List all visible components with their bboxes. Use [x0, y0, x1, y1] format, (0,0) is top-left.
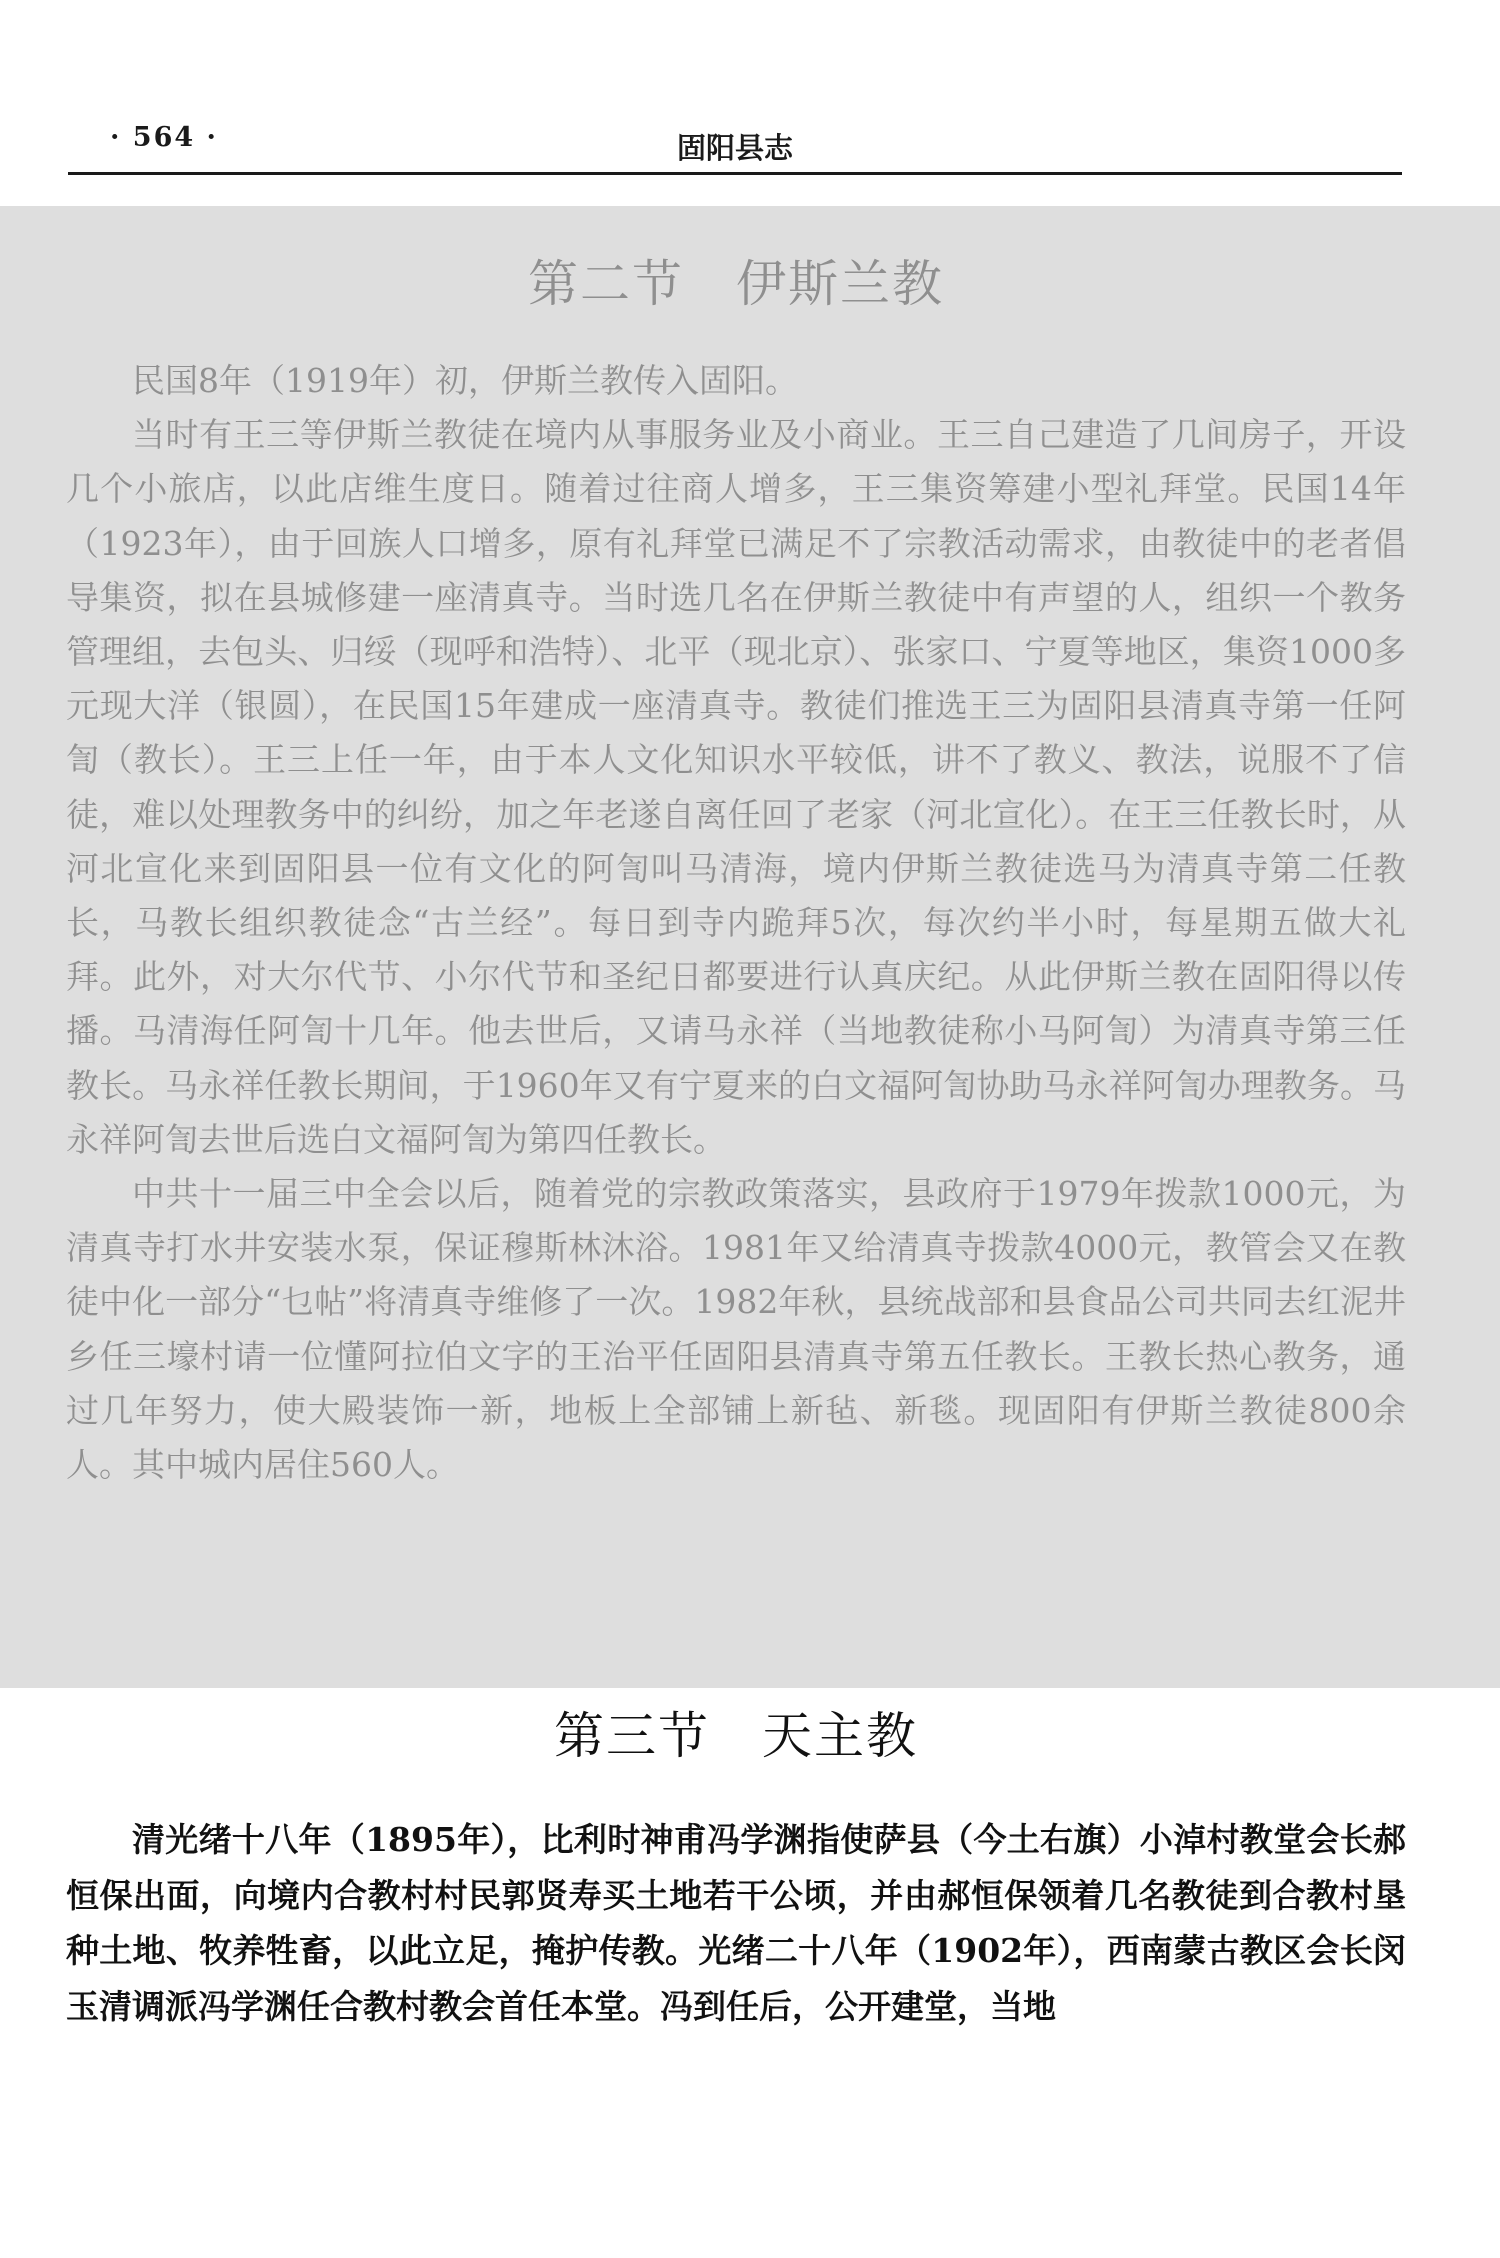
paragraph: 中共十一届三中全会以后，随着党的宗教政策落实，县政府于1979年拨款1000元，为清真寺打水井安装水泵，保证穆斯林沐浴。1981年又给清真寺拨款4000元，教管会又在教徒中化一部分“乜帖”将清真寺维修了一次。1982年秋，县统战部和县食品公司共同去红泥井乡任三壕村请一位懂阿拉伯文字的王治平任固阳县清真寺第五任教长。王教长热心教务，通过几年努力，使大殿装饰一新，地板上全部铺上新毡、新毯。现固阳有伊斯兰教徒800余人。其中城内居住560人。 — [66, 1174, 1406, 1485]
section-catholic — [66, 1696, 1406, 2034]
page-header — [68, 118, 1402, 164]
section-body — [66, 1812, 1406, 2034]
book-title: 固阳县志 — [676, 131, 793, 165]
section-heading: 第三节 天主教 — [554, 1707, 918, 1765]
paragraph: 民国8年（1919年）初，伊斯兰教传入固阳。 — [132, 361, 798, 400]
section-heading: 第二节 伊斯兰教 — [528, 255, 944, 313]
header-rule — [68, 172, 1402, 175]
section-islam — [66, 244, 1406, 1492]
section-body — [66, 354, 1406, 1492]
page-number: · 564 · — [110, 122, 218, 153]
paragraph: 清光绪十八年（1895年），比利时神甫冯学渊指使萨县（今土右旗）小淖村教堂会长郝恒保出面，向境内合教村村民郭贤寿买土地若干公顷，并由郝恒保领着几名教徒到合教村垦种土地、牧养牲畜，以此立足，掩护传教。光绪二十八年（1902年），西南蒙古教区会长闵玉清调派冯学渊任合教村教会首任本堂。冯到任后，公开建堂，当地 — [66, 1820, 1406, 2026]
paragraph: 当时有王三等伊斯兰教徒在境内从事服务业及小商业。王三自己建造了几间房子，开设几个小旅店，以此店维生度日。随着过往商人增多，王三集资筹建小型礼拜堂。民国14年（1923年），由于回族人口增多，原有礼拜堂已满足不了宗教活动需求，由教徒中的老者倡导集资，拟在县城修建一座清真寺。当时选几名在伊斯兰教徒中有声望的人，组织一个教务管理组，去包头、归绥（现呼和浩特）、北平（现北京）、张家口、宁夏等地区，集资1000多元现大洋（银圆），在民国15年建成一座清真寺。教徒们推选王三为固阳县清真寺第一任阿訇（教长）。王三上任一年，由于本人文化知识水平较低，讲不了教义、教法，说服不了信徒，难以处理教务中的纠纷，加之年老遂自离任回了老家（河北宣化）。在王三任教长时，从河北宣化来到固阳县一位有文化的阿訇叫马清海，境内伊斯兰教徒选马为清真寺第二任教长，马教长组织教徒念“古兰经”。每日到寺内跪拜5次，每次约半小时，每星期五做大礼拜。此外，对大尔代节、小尔代节和圣纪日都要进行认真庆纪。从此伊斯兰教在固阳得以传播。马清海任阿訇十几年。他去世后，又请马永祥（当地教徒称小马阿訇）为清真寺第三任教长。马永祥任教长期间，于1960年又有宁夏来的白文福阿訇协助马永祥阿訇办理教务。马永祥阿訇去世后选白文福阿訇为第四任教长。 — [66, 415, 1406, 1159]
